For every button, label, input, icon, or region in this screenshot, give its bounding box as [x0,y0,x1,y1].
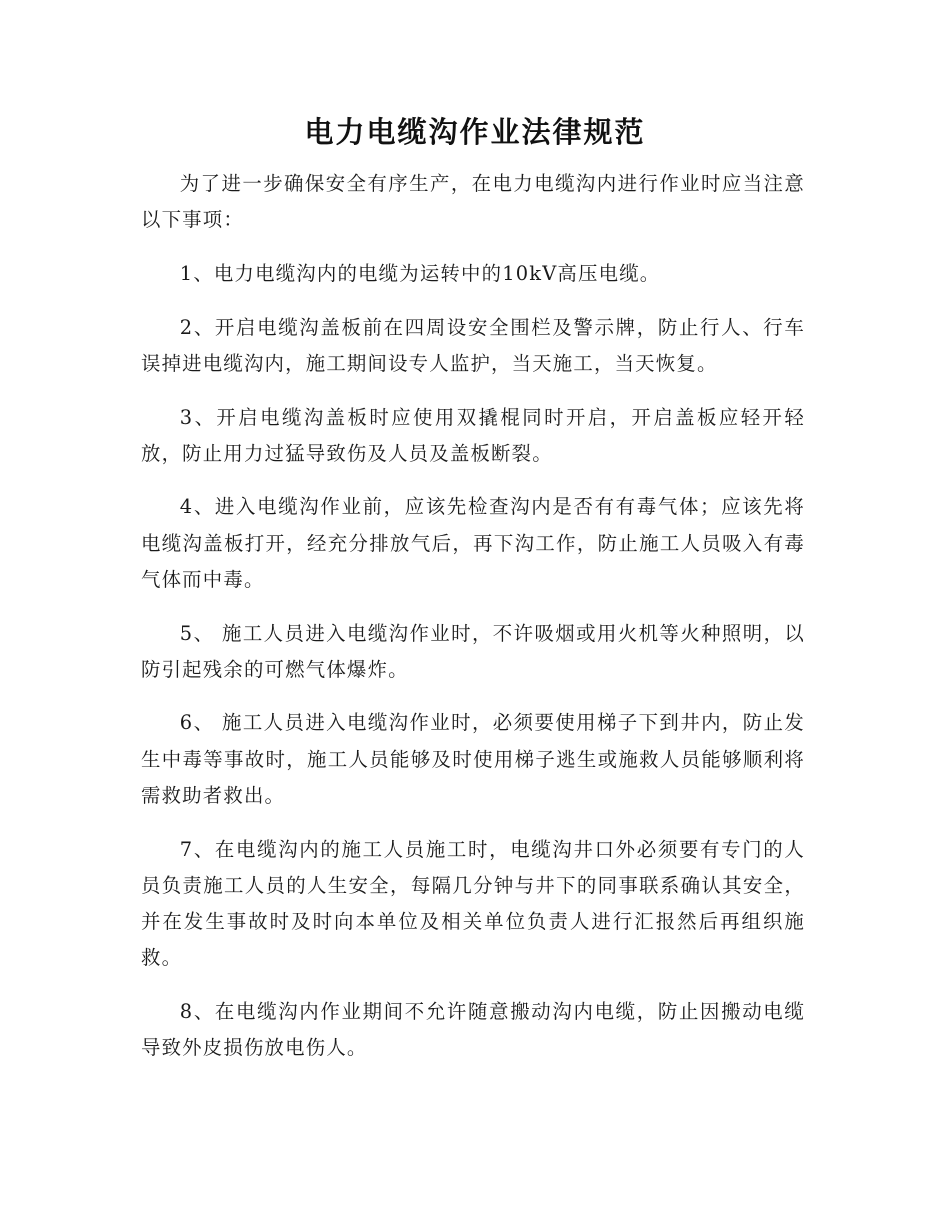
rule-paragraph-8: 8、在电缆沟内作业期间不允许随意搬动沟内电缆，防止因搬动电缆导致外皮损伤放电伤人。 [141,999,805,1060]
rule-paragraph-7: 7、在电缆沟内的施工人员施工时，电缆沟井口外必须要有专门的人员负责施工人员的人生安全，每隔几分钟与井下的同事联系确认其安全，并在发生事故时及时向本单位及相关单位负责人进行汇报然后再组织施救。 [141,837,805,970]
rule-paragraph-6: 6、 施工人员进入电缆沟作业时，必须要使用梯子下到井内，防止发生中毒等事故时，施工人员能够及时使用梯子逃生或施救人员能够顺利将需救助者救出。 [141,711,805,807]
intro-paragraph: 为了进一步确保安全有序生产，在电力电缆沟内进行作业时应当注意以下事项： [141,172,805,232]
rule-paragraph-2: 2、开启电缆沟盖板前在四周设安全围栏及警示牌，防止行人、行车误掉进电缆沟内，施工期间设专人监护，当天施工，当天恢复。 [141,315,805,375]
rule-paragraph-4: 4、进入电缆沟作业前，应该先检查沟内是否有有毒气体；应该先将电缆沟盖板打开，经充分排放气后，再下沟工作，防止施工人员吸入有毒气体而中毒。 [141,495,805,591]
document-body [141,166,805,1084]
document-title: 电力电缆沟作业法律规范 [304,115,646,149]
rule-paragraph-3: 3、开启电缆沟盖板时应使用双撬棍同时开启，开启盖板应轻开轻放，防止用力过猛导致伤及人员及盖板断裂。 [141,405,805,465]
rule-paragraph-1: 1、电力电缆沟内的电缆为运转中的10kV高压电缆。 [179,261,661,285]
rule-paragraph-5: 5、 施工人员进入电缆沟作业时，不许吸烟或用火机等火种照明，以防引起残余的可燃气体爆炸。 [141,621,805,681]
